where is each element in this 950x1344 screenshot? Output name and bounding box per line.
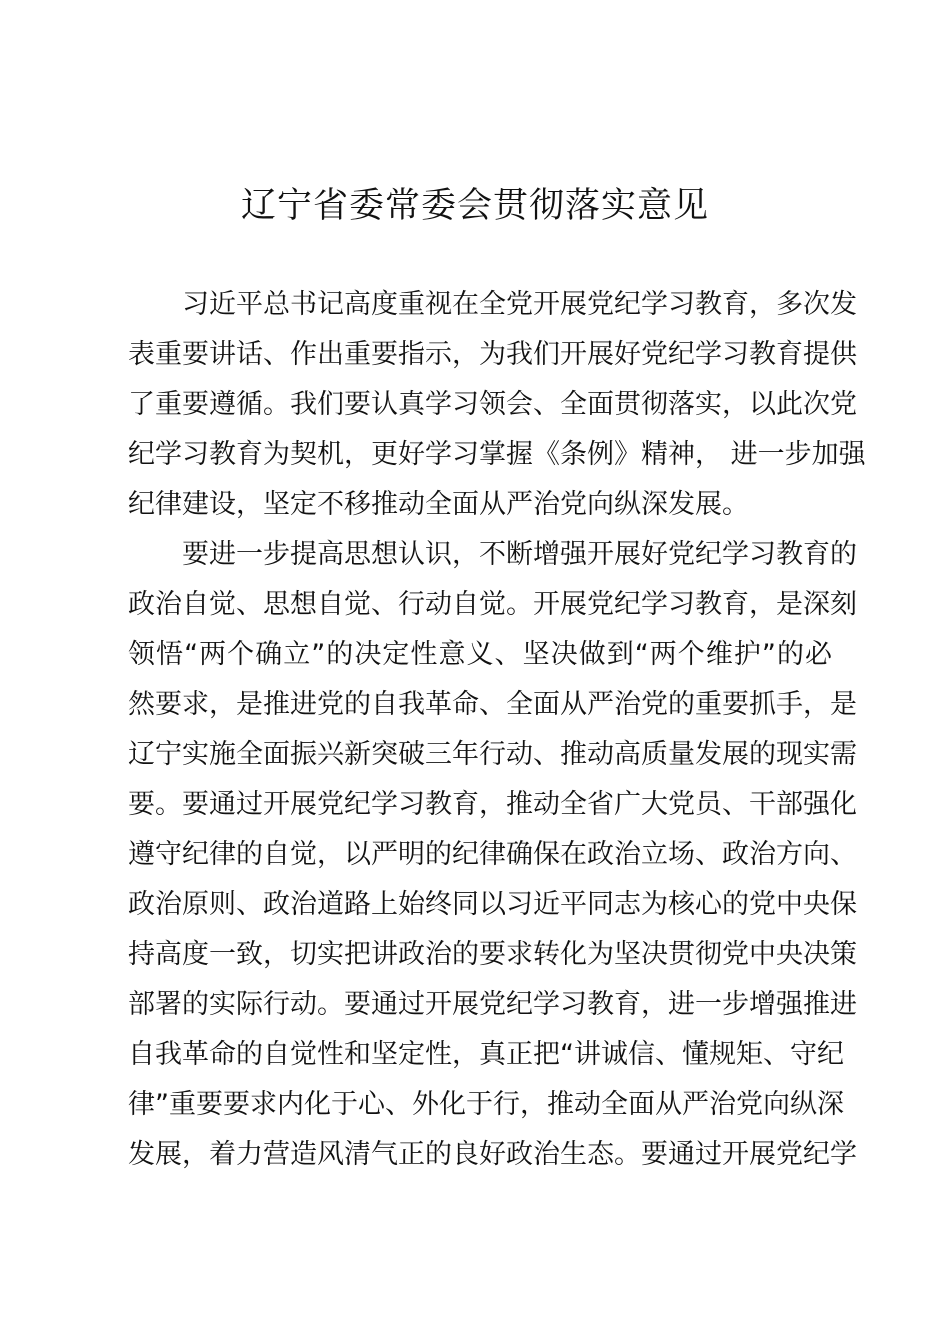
paragraph-line: 然要求，是推进党的自我革命、全面从严治党的重要抓手，是 <box>128 689 857 720</box>
paragraph-line: 政治原则、政治道路上始终同以习近平同志为核心的党中央保 <box>128 889 857 920</box>
paragraph-line: 律”重要要求内化于心、外化于行，推动全面从严治党向纵深 <box>128 1089 844 1120</box>
paragraph-line: 纪学习教育为契机，更好学习掌握《条例》精神， 进一步加强 <box>128 439 866 470</box>
paragraph-line: 持高度一致，切实把讲政治的要求转化为坚决贯彻党中央决策 <box>128 939 857 970</box>
paragraph-line: 自我革命的自觉性和坚定性，真正把“讲诚信、懂规矩、守纪 <box>128 1039 844 1070</box>
paragraph-line: 要。要通过开展党纪学习教育，推动全省广大党员、干部强化 <box>128 789 857 820</box>
document-body <box>128 280 866 1180</box>
paragraph-line: 部署的实际行动。要通过开展党纪学习教育，进一步增强推进 <box>128 989 857 1020</box>
paragraph-line: 表重要讲话、作出重要指示，为我们开展好党纪学习教育提供 <box>128 339 857 370</box>
paragraph-line: 遵守纪律的自觉，以严明的纪律确保在政治立场、政治方向、 <box>128 839 857 870</box>
paragraph-line: 纪律建设，坚定不移推动全面从严治党向纵深发展。 <box>128 489 749 520</box>
paragraph-line: 辽宁实施全面振兴新突破三年行动、推动高质量发展的现实需 <box>128 739 857 770</box>
paragraph-line: 习近平总书记高度重视在全党开展党纪学习教育，多次发 <box>182 289 857 320</box>
paragraph-line: 发展，着力营造风清气正的良好政治生态。要通过开展党纪学 <box>128 1139 857 1170</box>
paragraph-line: 领悟“两个确立”的决定性意义、坚决做到“两个维护”的必 <box>128 639 832 670</box>
paragraph-line: 要进一步提高思想认识，不断增强开展好党纪学习教育的 <box>182 539 857 570</box>
paragraph-line: 政治自觉、思想自觉、行动自觉。开展党纪学习教育，是深刻 <box>128 589 857 620</box>
paragraph-line: 了重要遵循。我们要认真学习领会、全面贯彻落实，以此次党 <box>128 389 857 420</box>
document-title: 辽宁省委常委会贯彻落实意见 <box>240 186 709 226</box>
